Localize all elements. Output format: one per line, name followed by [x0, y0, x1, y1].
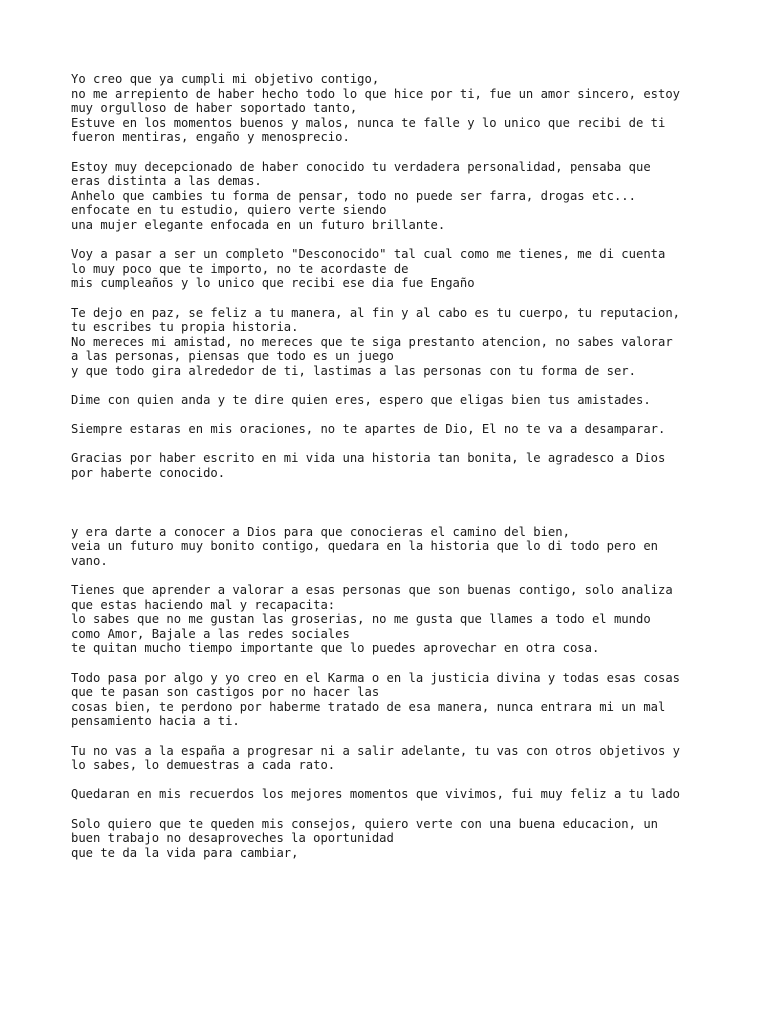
text-line: que te pasan son castigos por no hacer las: [71, 685, 380, 700]
text-line: Gracias por haber escrito en mi vida una historia tan bonita, le agradesco a Dios: [71, 451, 666, 466]
text-line: Anhelo que cambies tu forma de pensar, todo no puede ser farra, drogas etc...: [71, 188, 636, 203]
text-line: a las personas, piensas que todo es un juego: [71, 349, 394, 364]
paragraph: [71, 744, 711, 773]
text-line: te quitan mucho tiempo importante que lo puedes aprovechar en otra cosa.: [71, 641, 600, 656]
text-line: No mereces mi amistad, no mereces que te siga prestanto atencion, no sabes valorar: [71, 334, 673, 349]
text-line: no me arrepiento de haber hecho todo lo que hice por ti, fue un amor sincero, estoy: [71, 86, 681, 101]
text-line: Tu no vas a la españa a progresar ni a salir adelante, tu vas con otros objetivos y: [71, 743, 681, 758]
text-line: Tienes que aprender a valorar a esas personas que son buenas contigo, solo analiza: [71, 583, 673, 597]
text-line: lo muy poco que te importo, no te acordaste de: [71, 261, 409, 276]
paragraph: [71, 306, 711, 379]
text-line: mis cumpleaños y lo unico que recibi ese dia fue Engaño: [71, 276, 475, 291]
text-line: pensamiento hacia a ti.: [71, 714, 240, 729]
text-line: Siempre estaras en mis oraciones, no te apartes de Dio, El no te va a desamparar.: [71, 422, 666, 437]
text-line: como Amor, Bajale a las redes sociales: [71, 626, 350, 641]
text-line: que te da la vida para cambiar,: [71, 845, 299, 860]
text-line: lo sabes que no me gustan las groserias, no me gusta que llames a todo el mundo: [71, 612, 651, 627]
paragraph: [71, 671, 711, 729]
text-line: Te dejo en paz, se feliz a tu manera, al fin y al cabo es tu cuerpo, tu reputacion,: [71, 305, 681, 320]
paragraph: [71, 787, 711, 802]
text-line: y que todo gira alrededor de ti, lastimas a las personas con tu forma de ser.: [71, 363, 636, 378]
text-line: Solo quiero que te queden mis consejos, quiero verte con una buena educacion, un: [71, 816, 658, 831]
text-line: vano.: [71, 553, 108, 568]
text-line: Todo pasa por algo y yo creo en el Karma o en la justicia divina y todas esas cosas: [71, 670, 681, 685]
text-line: Yo creo que ya cumpli mi objetivo contigo,: [71, 72, 380, 86]
paragraph: [71, 72, 711, 145]
paragraph: [71, 247, 711, 291]
text-line: tu escribes tu propia historia.: [71, 320, 299, 335]
text-line: y era darte a conocer a Dios para que conocieras el camino del bien,: [71, 524, 570, 539]
text-line: veia un futuro muy bonito contigo, quedara en la historia que lo di todo pero en: [71, 539, 658, 554]
text-line: por haberte conocido.: [71, 466, 226, 481]
text-line: fueron mentiras, engaño y menosprecio.: [71, 130, 350, 145]
text-line: que estas haciendo mal y recapacita:: [71, 597, 336, 612]
paragraph: [71, 583, 711, 656]
paragraph: [71, 160, 711, 233]
text-line: muy orgulloso de haber soportado tanto,: [71, 101, 358, 116]
text-line: Estoy muy decepcionado de haber conocido tu verdadera personalidad, pensaba que: [71, 159, 651, 174]
text-line: enfocate en tu estudio, quiero verte siendo: [71, 203, 387, 218]
text-line: Voy a pasar a ser un completo "Desconocido" tal cual como me tienes, me di cuenta: [71, 247, 666, 262]
document-body: [71, 72, 711, 875]
text-line: Estuve en los momentos buenos y malos, nunca te falle y lo unico que recibi de ti: [71, 115, 666, 130]
text-line: cosas bien, te perdono por haberme tratado de esa manera, nunca entrara mi un mal: [71, 699, 666, 714]
text-line: Quedaran en mis recuerdos los mejores momentos que vivimos, fui muy feliz a tu lado: [71, 787, 681, 802]
text-line: Dime con quien anda y te dire quien eres, espero que eligas bien tus amistades.: [71, 393, 651, 408]
text-line: lo sabes, lo demuestras a cada rato.: [71, 758, 336, 773]
paragraph: [71, 393, 711, 408]
text-line: buen trabajo no desaproveches la oportunidad: [71, 831, 394, 846]
paragraph: [71, 525, 711, 569]
paragraph: [71, 817, 711, 861]
text-line: una mujer elegante enfocada en un futuro brillante.: [71, 217, 446, 232]
text-line: eras distinta a las demas.: [71, 174, 262, 189]
paragraph: [71, 451, 711, 480]
paragraph: [71, 422, 711, 437]
